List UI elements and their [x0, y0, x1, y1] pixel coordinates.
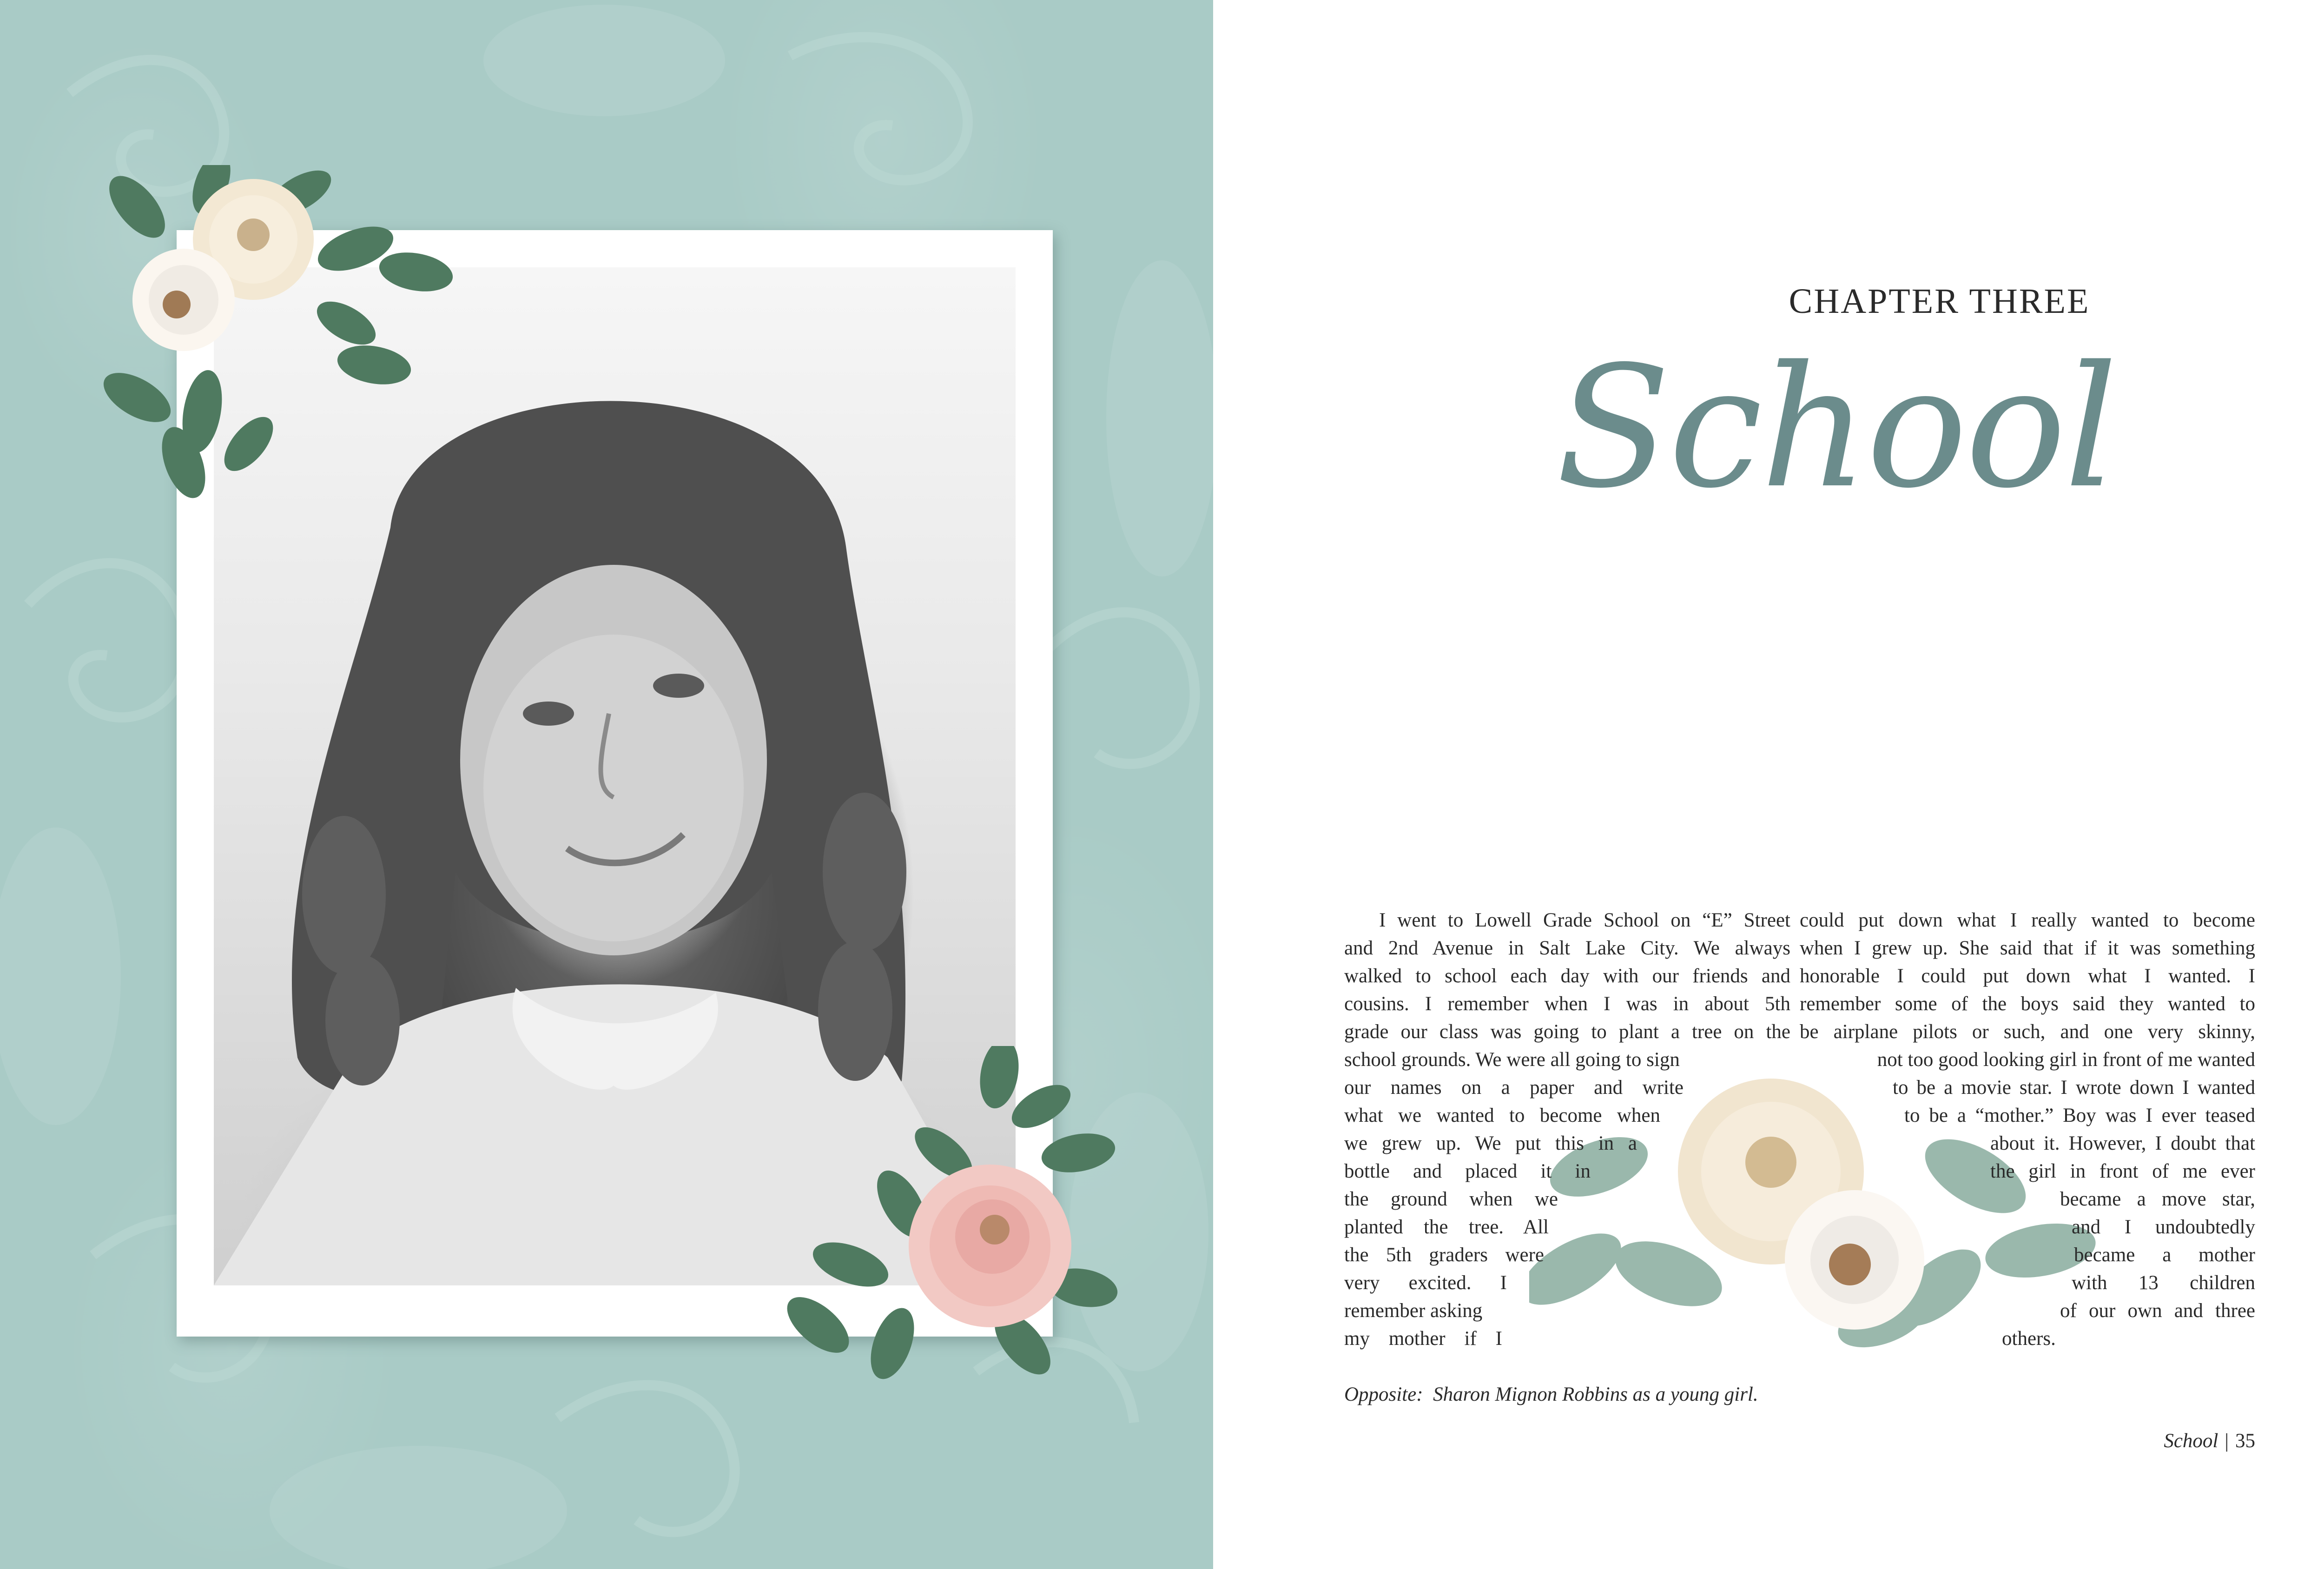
body-line: about it. However, I doubt that	[1990, 1132, 2255, 1154]
body-line: and 2nd Avenue in Salt Lake City. We always	[1344, 937, 1790, 959]
body-line: the 5th graders were	[1344, 1244, 1544, 1266]
body-line: remember asking	[1344, 1300, 1483, 1322]
body-column-left	[1344, 907, 1790, 1353]
body-line: bottle and placed it in	[1344, 1160, 1591, 1182]
page-number: 35	[2235, 1430, 2255, 1452]
body-line: to be a “mother.” Boy was I ever teased	[1904, 1105, 2255, 1126]
body-line: very excited. I	[1344, 1272, 1507, 1294]
floral-cluster-icon	[95, 165, 458, 500]
body-line: be airplane pilots or such, and one very skinny,	[1800, 1021, 2255, 1043]
body-line: when I grew up. She said that if it was something	[1800, 937, 2255, 959]
body-line: I went to Lowell Grade School on “E” Street	[1379, 909, 1790, 931]
chapter-title: School	[1556, 330, 2116, 525]
folio-title: School	[2164, 1430, 2218, 1452]
body-line: and I undoubtedly	[2072, 1216, 2255, 1238]
photo-caption: Opposite: Sharon Mignon Robbins as a young girl.	[1344, 1384, 1758, 1405]
body-line: others.	[2002, 1328, 2056, 1350]
body-line: the ground when we	[1344, 1188, 1558, 1210]
folio-separator: |	[2225, 1430, 2229, 1452]
body-line: became a mother	[2074, 1244, 2255, 1266]
body-column-right	[1800, 907, 2255, 1353]
body-line: could put down what I really wanted to become	[1800, 909, 2255, 931]
chapter-label: CHAPTER THREE	[1789, 282, 2090, 321]
body-line: we grew up. We put this in a	[1344, 1132, 1637, 1154]
body-line: school grounds. We were all going to sign	[1344, 1049, 1680, 1071]
body-line: my mother if I	[1344, 1328, 1502, 1350]
body-line: not too good looking girl in front of me wanted	[1877, 1049, 2255, 1071]
right-page	[1213, 0, 2324, 1569]
body-line: with 13 children	[2072, 1272, 2255, 1294]
rose-cluster-icon	[781, 1046, 1120, 1390]
body-line: cousins. I remember when I was in about 5th	[1344, 993, 1790, 1015]
body-line: the girl in front of me ever	[1990, 1160, 2255, 1182]
body-line: to be a movie star. I wrote down I wanted	[1893, 1077, 2255, 1099]
body-line: remember some of the boys said they wanted to	[1800, 993, 2255, 1015]
body-line: what we wanted to become when	[1344, 1105, 1660, 1126]
body-line: walked to school each day with our friends and	[1344, 965, 1790, 987]
body-line: became a move star,	[2060, 1188, 2255, 1210]
page-folio	[2164, 1430, 2255, 1452]
body-line: planted the tree. All	[1344, 1216, 1549, 1238]
body-line: grade our class was going to plant a tree on the	[1344, 1021, 1790, 1043]
body-line: honorable I could put down what I wanted. I	[1800, 965, 2255, 987]
body-line: of our own and three	[2060, 1300, 2255, 1322]
body-line: our names on a paper and write	[1344, 1077, 1684, 1099]
